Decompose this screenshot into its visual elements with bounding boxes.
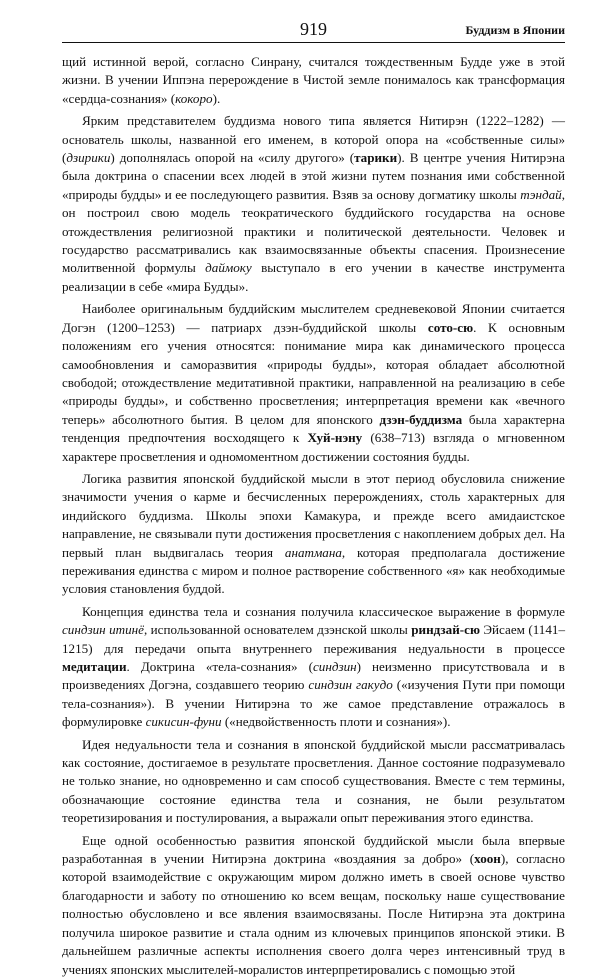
text-run: щий истинной верой, согласно Синрану, считался тождественным Будде уже в этой жизни. В учении Иппэна перерождение в Чистой земле понималось как трансформация «сердца-сознания» ( bbox=[62, 54, 565, 106]
running-title: Буддизм в Японии bbox=[465, 23, 565, 37]
text-run: . Доктрина «тела-сознания» ( bbox=[126, 659, 313, 674]
text-run: Концепция единства тела и сознания получила классическое выражение в формуле bbox=[82, 603, 565, 619]
text-run: (638–713) взгляда о мгновенном характере просветления и одномоментном достижении состояния будды. bbox=[62, 430, 565, 464]
italic-term: тэндай bbox=[520, 186, 562, 202]
text-run: ) неизменно присутствовала и в произведениях Догэна, создавшего теорию bbox=[62, 659, 565, 693]
body-text bbox=[62, 53, 565, 979]
paragraph bbox=[62, 470, 565, 599]
italic-term: дзирики bbox=[66, 150, 111, 166]
text-run: («изучения Пути при помощи тела-сознания»). В учении Нитирэна то же самое представление отражалось в формулировке bbox=[62, 677, 565, 730]
text-run: , использованной основателем дзэнской школы bbox=[143, 622, 412, 638]
text-run: . К основным положениям его учения относятся: понимание мира как динамического процесса самообновления и саморазвития «природы будды», которая обладает абсолютной свободой; отождествление медитативной практики, направленной на реализацию в себе «природы будды», и собственно просветления; интерпретация времени как «вечного теперь» абсолютного бытия. В целом для японского bbox=[62, 319, 565, 427]
text-run: выступало в его учении в качестве инструмента реализации в себе «мира Будды». bbox=[62, 260, 565, 294]
text-run: ). В центре учения Нитирэна была доктрина о спасении всех людей в этой жизни путем познания ими собственной «природы будды» и ее последующего развития. Взяв за основу догматику школы bbox=[62, 150, 565, 202]
bold-term: дзэн-буддизма bbox=[379, 411, 463, 427]
italic-term: кокоро bbox=[175, 90, 213, 106]
paragraph bbox=[62, 736, 565, 828]
text-run: Ярким представителем буддизма нового типа является Нитирэн (1222–1282) — основатель школы, названной его именем, в которой опора на «собственные силы» ( bbox=[62, 113, 565, 166]
page-header bbox=[62, 18, 565, 43]
italic-term: сикисин-фуни bbox=[145, 714, 222, 730]
text-run: Наиболее оригинальным буддийским мыслителем средневековой Японии считается Догэн (1200–1253) — патриарх дзэн-буддийской школы bbox=[62, 301, 565, 335]
bold-term: медитации bbox=[62, 659, 127, 674]
text-run: Логика развития японской буддийской мысли в этот период обусловила снижение значимости учения о карме и бесчисленных перерождениях, столь характерных для индийского буддизма. Школы эпохи Камакура, и прежде всего амидаистское направление, не связывали пути достижения просветления с накоплением добрых дел. На первый план выдвигалась теория bbox=[62, 470, 565, 560]
text-run: была характерна тенденция предпочтения восходящего к bbox=[62, 411, 565, 446]
text-run: ), согласно которой взаимодействие с окружающим миром должно иметь в своей основе чувство благодарности и заботу по отношению ко всем вещам, поскольку наше существование полностью обусловлено и все явления взаимосвязаны. После Нитирэна эта доктрина получила широкое развитие и стала одним из ключевых принципов японской этики. В дальнейшем различные аспекты исполнения своего долга через интенсивный труд в учениях японских мыслителей-моралистов интерпретировались с помощью этой bbox=[62, 851, 565, 977]
italic-term: синдзин гакудо bbox=[308, 677, 393, 693]
bold-term: Хуй-нэну bbox=[307, 430, 363, 446]
bold-term: хоон bbox=[474, 851, 501, 867]
italic-term: анатмана bbox=[284, 544, 342, 560]
text-run: Еще одной особенностью развития японской буддийской мысли была впервые разработанная в учении Нитирэна доктрина «воздаяния за добро» ( bbox=[62, 832, 565, 867]
text-run: ). bbox=[212, 90, 221, 106]
bold-term: тарики bbox=[354, 150, 398, 166]
italic-term: даймоку bbox=[205, 260, 252, 276]
text-run: («недвойственность плоти и сознания»). bbox=[221, 714, 451, 730]
text-run: Эйсаем (1141–1215) для передачи опыта внутреннего переживания недуальности в процессе bbox=[62, 622, 565, 656]
page-number: 919 bbox=[300, 19, 327, 39]
text-run: Идея недуальности тела и сознания в японской буддийской мысли рассматривалась как состояние, достигаемое в результате просветления. Данное состояние подразумевало не только знание, но одновременно и сам способ существования. Вместе с тем термины, обозначающие состояние единства тела и сознания, не были результатом теоретизирования и постулирования, а выражали опыт переживания этого единства. bbox=[62, 736, 565, 826]
text-run: ) дополнялась опорой на «силу другого» ( bbox=[110, 150, 355, 166]
paragraph bbox=[62, 300, 565, 466]
paragraph bbox=[62, 603, 565, 732]
paragraph bbox=[62, 112, 565, 296]
text-run: , которая предполагала достижение переживания единства с миром и полное растворение собственного «я» как необходимые условия становления буддой. bbox=[62, 544, 565, 597]
italic-term: синдзин bbox=[312, 659, 357, 674]
text-run: , он построил свою модель теократического буддийского государства на основе отождествления религиозной практики и политической деятельности. Человек и государство рассматривались как взаимосвязанные объекты спасения. Произнесение молитвенной формулы bbox=[62, 186, 565, 276]
italic-term: синдзин итинё bbox=[62, 622, 144, 638]
paragraph bbox=[62, 53, 565, 108]
bold-term: сото-сю bbox=[427, 319, 474, 335]
paragraph bbox=[62, 832, 565, 979]
bold-term: риндзай-сю bbox=[411, 622, 480, 638]
